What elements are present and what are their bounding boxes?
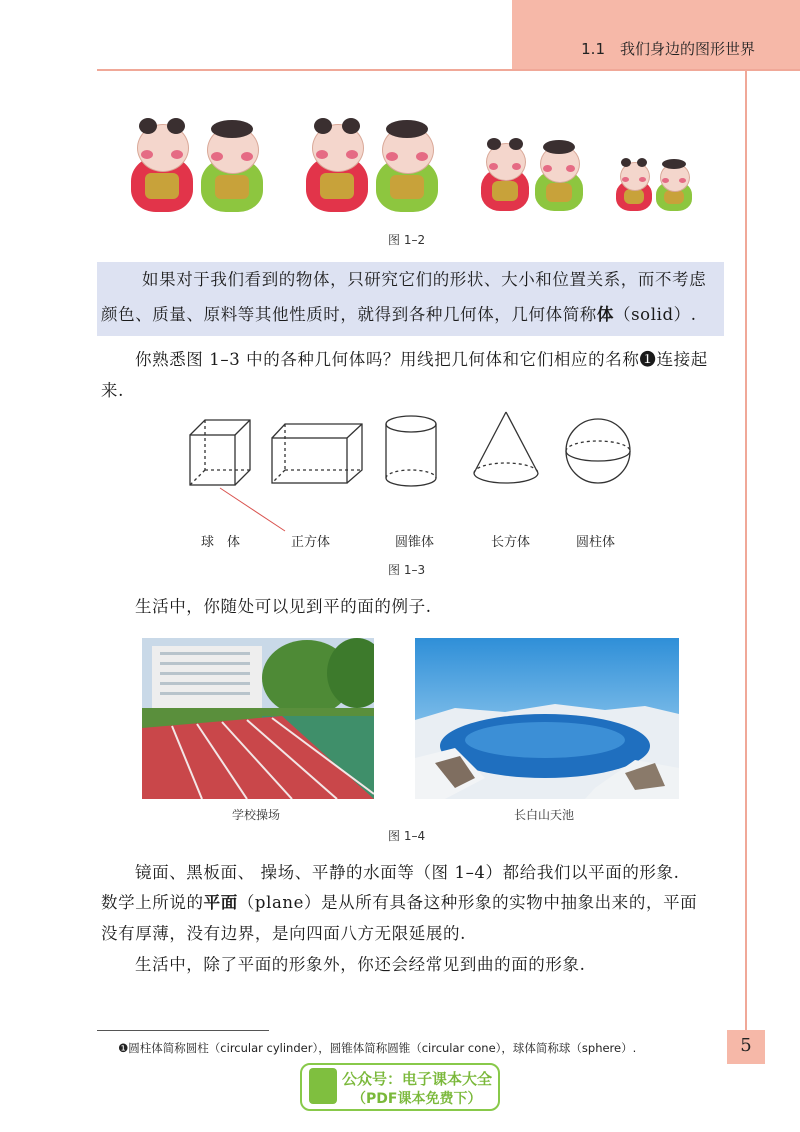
question-line: 你熟悉图 1–3 中的各种几何体吗？用线把几何体和它们相应的名称❶连接起 — [135, 350, 708, 369]
watermark-text: 公众号：电子课本大全 — [342, 1070, 493, 1088]
solid-label-cube: 正方体 — [291, 535, 331, 550]
plane-line — [101, 888, 697, 918]
solid-label-sphere: 球 体 — [201, 535, 241, 550]
figure-caption: 图 1–2 — [388, 233, 426, 247]
watermark-text: （PDF课本免费下） — [352, 1091, 482, 1107]
term-solid: 体 — [596, 305, 615, 324]
cube-shape — [190, 420, 250, 485]
solid-label-cone: 圆锥体 — [395, 535, 435, 550]
figure-caption: 图 1–4 — [388, 829, 426, 843]
solids-diagram — [0, 0, 800, 560]
definition-text: 颜色、质量、原料等其他性质时，就得到各种几何体，几何体简称 — [101, 305, 597, 324]
question-line: 来. — [101, 381, 124, 400]
cuboid-shape — [272, 424, 362, 483]
definition-text: （solid）. — [614, 305, 697, 324]
solid-label-cuboid: 长方体 — [491, 535, 531, 550]
plane-text: 数学上所说的 — [101, 893, 204, 912]
definition-line: 如果对于我们看到的物体，只研究它们的形状、大小和位置关系，而不考虑 — [142, 270, 707, 289]
photo-caption: 长白山天池 — [514, 808, 575, 822]
footnote-rule — [97, 1030, 269, 1031]
section-title: 1.1 我们身边的图形世界 — [581, 40, 755, 58]
body-sentence: 生活中，你随处可以见到平的面的例子. — [135, 597, 432, 616]
photo-tianchi-lake — [415, 638, 679, 799]
page-number: 5 — [740, 1035, 752, 1056]
plane-line: 没有厚薄，没有边界，是向四面八方无限延展的. — [101, 924, 466, 943]
solid-label-cylinder: 圆柱体 — [576, 535, 616, 550]
example-connector-line — [220, 488, 285, 531]
figure-caption: 图 1–3 — [388, 563, 426, 577]
cone-shape — [474, 412, 538, 483]
photo-school-track — [142, 638, 374, 799]
sphere-shape — [566, 419, 630, 483]
footnote: ❶圆柱体简称圆柱（circular cylinder），圆锥体简称圆锥（circular cone），球体简称球（sphere）. — [118, 1041, 637, 1055]
plane-line: 生活中，除了平面的形象外，你还会经常见到曲的面的形象. — [135, 955, 586, 974]
photo-caption: 学校操场 — [232, 808, 281, 822]
book-icon — [309, 1068, 337, 1104]
plane-line: 镜面、黑板面、 操场、平静的水面等（图 1–4）都给我们以平面的形象. — [135, 863, 680, 882]
cylinder-shape — [386, 416, 436, 486]
term-plane: 平面 — [203, 893, 238, 912]
plane-text: （plane）是从所有具备这种形象的实物中抽象出来的，平面 — [237, 893, 698, 912]
